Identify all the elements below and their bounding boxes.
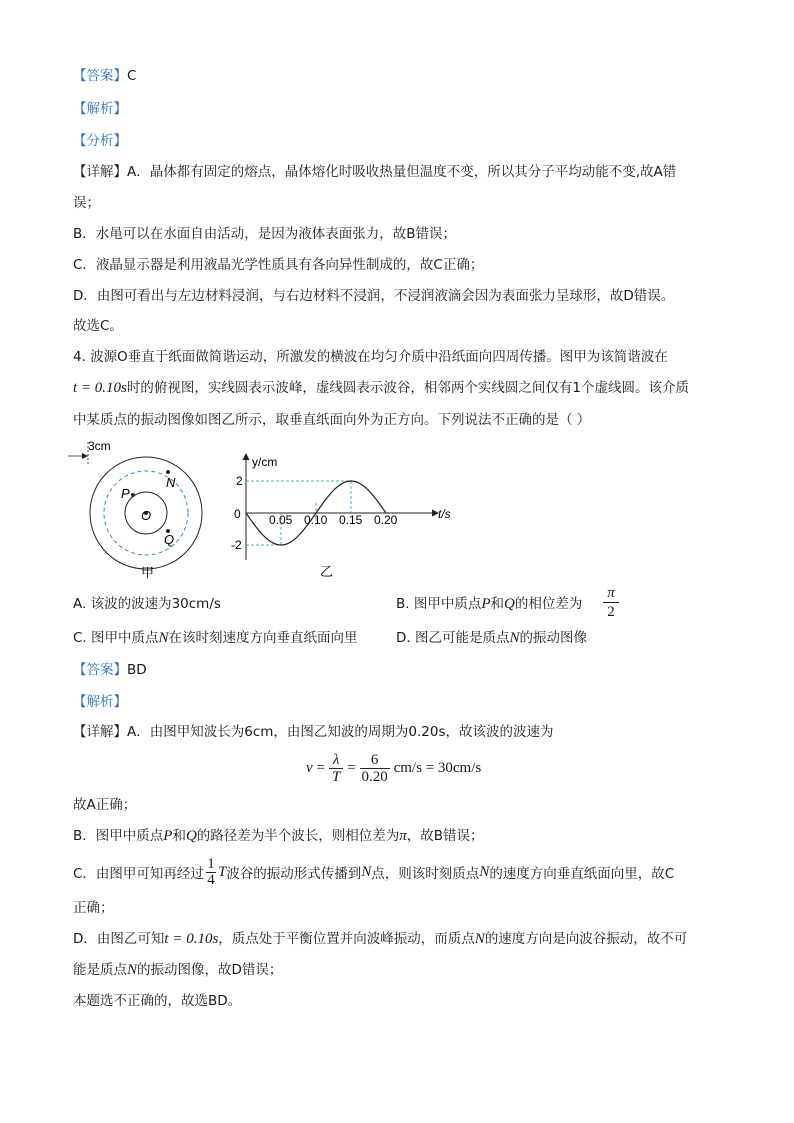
option-d-n: N (509, 630, 520, 646)
option-b (396, 594, 582, 614)
conclusion-1: 故选C。 (73, 318, 123, 334)
detail-c: C．液晶显示器是利用液晶光学性质具有各向异性制成的，故C正确； (73, 257, 484, 273)
d-line2 (73, 960, 282, 980)
answer-label-2: 【答案】 (73, 662, 127, 678)
figure-jia (66, 436, 226, 586)
x-tick-010: 0.10 (304, 513, 328, 527)
detail-d-2 (73, 929, 687, 949)
question4-line2 (73, 378, 689, 398)
b-pi: π (399, 828, 407, 844)
option-c-post: 在该时刻速度方向垂直纸面向里 (168, 630, 358, 646)
formula-frac-lambda (329, 752, 343, 785)
detail-b: B．水黾可以在水面自由活动，是因为液体表面张力，故B错误； (73, 226, 457, 242)
c-pre: C．由图甲可知再经过 (73, 866, 204, 882)
detail-d: D．由图可看出与左边材料浸润，与右边材料不浸润，不浸润液滴会因为表面张力呈球形，故D错误。 (73, 288, 675, 304)
d-line2-post: 的振动图像，故D错误； (137, 962, 283, 978)
d-line2-n: N (127, 962, 138, 978)
c-mid: 波谷的振动形式传播到 (226, 866, 362, 882)
c-frac-den: 4 (207, 871, 215, 888)
detail-a-line1: 【详解】A．晶体都有固定的熔点，晶体熔化时吸收热量但温度不变，所以其分子平均动能不变,故A错 (73, 164, 677, 180)
formula-tail: cm/s = 30cm/s (393, 759, 482, 776)
fenxi-label: 【分析】 (73, 133, 127, 149)
d-pre: D．由图乙可知 (73, 931, 165, 947)
label-q: Q (164, 532, 175, 547)
formula-t: T (331, 768, 341, 785)
c-t: T (217, 863, 227, 880)
option-d-pre: D. 图乙可能是质点 (396, 630, 510, 646)
origin-label: 0 (234, 507, 241, 521)
caption-yi: 乙 (320, 564, 334, 579)
x-tick-015: 0.15 (339, 513, 363, 527)
d-n: N (474, 931, 485, 947)
b-pre: B．图甲中质点 (73, 828, 164, 844)
label-n: N (166, 475, 176, 490)
d-line2-pre: 能是质点 (73, 962, 127, 978)
final-conclusion: 本题选不正确的，故选BD。 (73, 993, 242, 1009)
a-conclusion: 故A正确； (73, 797, 137, 813)
detail-a-line2: 误； (73, 195, 100, 211)
c-n2: N (479, 863, 490, 880)
option-d (396, 628, 587, 648)
formula-frac-num (360, 752, 390, 785)
analysis-label-2: 【解析】 (73, 694, 127, 710)
detail-b-2 (73, 826, 484, 846)
caption-jia: 甲 (141, 565, 155, 580)
option-b-frac-num: π (607, 585, 615, 601)
time-expression: t = 0.10s (73, 380, 127, 396)
option-c (73, 628, 358, 648)
d-end: 的速度方向是向波谷振动，故不可 (484, 931, 688, 947)
velocity-formula (306, 748, 481, 788)
formula-v: v (306, 759, 313, 776)
x-axis-label: t/s (438, 507, 451, 521)
d-mid: ，质点处于平衡位置并向波峰振动，而质点 (218, 931, 475, 947)
analysis-label-1: 【解析】 (73, 101, 127, 117)
label-p: P (121, 486, 130, 501)
answer-line-1 (73, 66, 136, 86)
formula-num: 6 (370, 751, 379, 768)
b-mid: 和 (172, 828, 186, 844)
c-n: N (361, 863, 372, 880)
c-frac-num: 1 (207, 855, 215, 872)
answer-value-2: BD (127, 662, 147, 678)
answer-value: C (127, 68, 137, 84)
point-n-dot (166, 470, 170, 474)
detail-c-2 (73, 853, 674, 891)
option-c-n: N (158, 630, 169, 646)
b-post: 的路径差为半个波长，则相位差为 (196, 828, 400, 844)
question4-line2-rest: 时的俯视图，实线圆表示波峰，虚线圆表示波谷，相邻两个实线圆之间仅有1个虚线圆。该介质 (126, 380, 689, 396)
scale-arrow-icon (82, 453, 88, 459)
option-d-post: 的振动图像 (519, 630, 587, 646)
option-a: A. 该波的波速为30cm/s (73, 596, 221, 612)
x-tick-005: 0.05 (269, 513, 293, 527)
c-post: 点，则该时刻质点 (371, 866, 480, 882)
label-o: O (141, 508, 152, 523)
detail-a-2: 【详解】A．由图甲知波长为6cm，由图乙知波的周期为0.20s，故该波的波速为 (73, 724, 554, 740)
formula-eq2: = (347, 759, 356, 776)
option-c-pre: C. 图甲中质点 (73, 630, 159, 646)
b-q: Q (185, 828, 197, 844)
option-b-pre: B. 图甲中质点 (396, 596, 482, 612)
answer-line-2 (73, 660, 147, 680)
d-t: t = 0.10s (164, 931, 219, 947)
option-b-frac-den: 2 (607, 604, 615, 620)
option-b-p: P (481, 596, 491, 612)
scale-label: 3cm (88, 439, 111, 453)
option-b-q: Q (504, 596, 515, 612)
option-b-post: 的相位差为 (514, 596, 583, 612)
c-line2: 正确； (73, 900, 114, 916)
question4-line3: 中某质点的振动图像如图乙所示，取垂直纸面向外为正方向。下列说法不正确的是（ ） (73, 412, 591, 428)
formula-den: 0.20 (361, 768, 388, 785)
b-end: ，故B错误； (406, 828, 484, 844)
figure-yi (226, 448, 466, 580)
b-p: P (163, 828, 173, 844)
c-end: 的速度方向垂直纸面向里，故C (489, 866, 675, 882)
fraction-bar (603, 602, 619, 603)
x-tick-020: 0.20 (374, 513, 398, 527)
formula-lambda: λ (332, 751, 340, 768)
c-fraction (206, 857, 216, 888)
option-b-fraction (603, 585, 619, 620)
y-tick-2: 2 (236, 474, 243, 488)
answer-label: 【答案】 (73, 68, 127, 84)
y-tick-neg2: -2 (231, 538, 242, 552)
question4-line1: 4. 波源O垂直于纸面做简谐运动，所激发的横波在均匀介质中沿纸面向四周传播。图甲为该简谐波在 (73, 349, 668, 365)
formula-eq1: = (316, 759, 326, 776)
point-p-dot (131, 493, 135, 497)
option-b-mid: 和 (490, 596, 505, 612)
y-axis-label: y/cm (252, 455, 278, 469)
